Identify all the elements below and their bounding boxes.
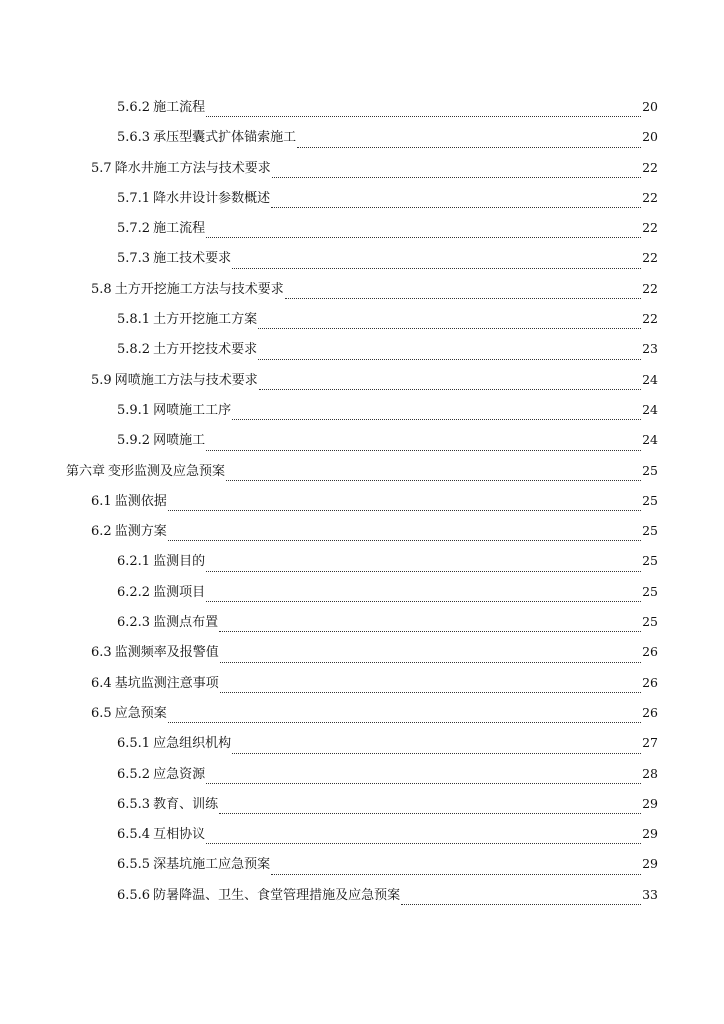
toc-entry-page-number: 22: [642, 280, 658, 296]
toc-entry-number: 5.9.2: [117, 433, 151, 449]
toc-dot-leader: [271, 873, 641, 875]
toc-dot-leader: [232, 752, 641, 754]
toc-entry-number: 5.7.2: [117, 221, 151, 237]
toc-entry-title: 基坑监测注意事项: [114, 675, 219, 691]
toc-entry-number: 6.5.4: [117, 827, 151, 843]
toc-entry-number: 5.7: [91, 160, 112, 176]
toc-entry: [0, 278, 724, 308]
toc-entry-page-number: 28: [642, 765, 658, 781]
toc-entry-number: 5.7.3: [117, 251, 151, 267]
toc-entry: [0, 490, 724, 520]
toc-entry: [0, 308, 724, 338]
toc-entry-number: 6.2: [91, 524, 112, 540]
toc-entry-number: 第六章: [66, 463, 106, 479]
toc-entry-number: 6.5: [91, 705, 112, 721]
toc-entry-title: 监测项目: [153, 584, 206, 600]
toc-entry: [0, 460, 724, 490]
toc-dot-leader: [206, 236, 641, 238]
toc-entry-number: 6.3: [91, 645, 112, 661]
toc-entry: [0, 732, 724, 762]
toc-entry-number: 6.2.2: [117, 584, 151, 600]
toc-dot-leader: [232, 267, 641, 269]
toc-entry-title: 承压型囊式扩体锚索施工: [153, 130, 297, 146]
toc-dot-leader: [258, 358, 641, 360]
toc-entry-page-number: 25: [642, 462, 658, 478]
toc-entry-page-number: 26: [642, 704, 658, 720]
toc-dot-leader: [220, 661, 641, 663]
toc-entry: [0, 763, 724, 793]
toc-dot-leader: [259, 388, 641, 390]
toc-entry-page-number: 24: [642, 371, 658, 387]
toc-entry-page-number: 29: [642, 795, 658, 811]
toc-entry: [0, 217, 724, 247]
toc-entry-number: 5.8.1: [117, 312, 151, 328]
toc-dot-leader: [206, 842, 641, 844]
toc-entry-title: 应急预案: [114, 705, 167, 721]
toc-entry: [0, 672, 724, 702]
toc-entry-title: 监测目的: [153, 554, 206, 570]
toc-entry-number: 5.9: [91, 372, 112, 388]
toc-entry: [0, 853, 724, 883]
toc-entry: [0, 581, 724, 611]
toc-entry: [0, 641, 724, 671]
toc-entry-title: 应急资源: [153, 766, 206, 782]
toc-entry-page-number: 20: [642, 99, 658, 114]
toc-entry: [0, 399, 724, 429]
toc-entry-number: 5.6.3: [117, 130, 151, 146]
toc-entry-title: 网喷施工工序: [153, 402, 232, 418]
toc-entry-page-number: 23: [642, 341, 658, 357]
toc-entry-number: 5.8.2: [117, 342, 151, 358]
toc-dot-leader: [232, 418, 641, 420]
toc-dot-leader: [206, 115, 641, 117]
toc-entry-number: 6.5.2: [117, 766, 151, 782]
toc-entry-page-number: 25: [642, 553, 658, 569]
toc-entry-page-number: 24: [642, 401, 658, 417]
toc-entry: [0, 429, 724, 459]
toc-entry-page-number: 29: [642, 856, 658, 872]
toc-entry-number: 6.5.1: [117, 736, 151, 752]
toc-entry-page-number: 27: [642, 735, 658, 751]
toc-entry-title: 网喷施工方法与技术要求: [114, 372, 258, 388]
toc-entry-title: 监测点布置: [153, 615, 219, 631]
toc-entry: [0, 157, 724, 187]
toc-entry-page-number: 20: [642, 129, 658, 145]
toc-dot-leader: [219, 812, 641, 814]
toc-entry-title: 施工技术要求: [153, 251, 232, 267]
toc-entry-title: 土方开挖施工方案: [153, 312, 258, 328]
toc-entry-title: 施工流程: [153, 100, 206, 115]
toc-entry-number: 6.1: [91, 493, 112, 509]
toc-entry: [0, 338, 724, 368]
toc-entry-title: 土方开挖施工方法与技术要求: [114, 281, 284, 297]
toc-entry-title: 深基坑施工应急预案: [153, 857, 271, 873]
toc-entry: [0, 702, 724, 732]
toc-entry: [0, 823, 724, 853]
toc-entry-page-number: 25: [642, 614, 658, 630]
toc-entry: [0, 369, 724, 399]
toc-entry-number: 5.6.2: [117, 100, 151, 115]
toc-entry: [0, 550, 724, 580]
toc-entry-number: 6.5.6: [117, 887, 151, 903]
toc-entry-title: 施工流程: [153, 221, 206, 237]
toc-entry-title: 互相协议: [153, 827, 206, 843]
toc-entry: [0, 96, 724, 126]
toc-entry: [0, 247, 724, 277]
toc-entry-title: 降水井施工方法与技术要求: [114, 160, 271, 176]
toc-dot-leader: [220, 691, 641, 693]
toc-entry-number: 6.2.1: [117, 554, 151, 570]
toc-entry-page-number: 25: [642, 583, 658, 599]
toc-dot-leader: [219, 630, 641, 632]
toc-entry-title: 教育、训练: [153, 796, 219, 812]
toc-dot-leader: [168, 539, 641, 541]
toc-entry: [0, 611, 724, 641]
toc-entry-title: 土方开挖技术要求: [153, 342, 258, 358]
toc-entry-title: 防暑降温、卫生、食堂管理措施及应急预案: [153, 887, 401, 903]
toc-entry-page-number: 22: [642, 220, 658, 236]
toc-entry-page-number: 25: [642, 523, 658, 539]
toc-entry-number: 6.5.3: [117, 796, 151, 812]
toc-dot-leader: [206, 782, 641, 784]
toc-entry-title: 监测依据: [114, 493, 167, 509]
toc-entry-title: 变形监测及应急预案: [108, 463, 226, 479]
toc-entry-number: 5.7.1: [117, 190, 151, 206]
toc-entry: [0, 793, 724, 823]
toc-entry-page-number: 29: [642, 826, 658, 842]
toc-entry-title: 监测频率及报警值: [114, 645, 219, 661]
toc-entry-page-number: 22: [642, 311, 658, 327]
toc-dot-leader: [258, 327, 641, 329]
toc-dot-leader: [226, 479, 641, 481]
toc-dot-leader: [168, 509, 641, 511]
toc-entry: [0, 187, 724, 217]
toc-dot-leader: [206, 600, 641, 602]
toc-dot-leader: [206, 570, 641, 572]
toc-entry-number: 6.4: [91, 675, 112, 691]
toc-entry: [0, 520, 724, 550]
toc-dot-leader: [168, 721, 641, 723]
toc-entry-page-number: 26: [642, 674, 658, 690]
toc-entry-page-number: 33: [642, 886, 658, 902]
toc-entry-page-number: 24: [642, 432, 658, 448]
toc-entry-number: 5.9.1: [117, 402, 151, 418]
toc-entry: [0, 126, 724, 156]
toc-dot-leader: [271, 206, 641, 208]
toc-dot-leader: [285, 297, 641, 299]
toc-entry-page-number: 22: [642, 189, 658, 205]
toc-dot-leader: [401, 903, 641, 905]
toc-entry-number: 6.5.5: [117, 857, 151, 873]
toc-dot-leader: [297, 146, 641, 148]
toc-entry-page-number: 25: [642, 492, 658, 508]
toc-entry-title: 降水井设计参数概述: [153, 190, 271, 206]
toc-entry: [0, 884, 724, 914]
toc-entry-page-number: 22: [642, 159, 658, 175]
toc-entry-title: 监测方案: [114, 524, 167, 540]
toc-entry-title: 应急组织机构: [153, 736, 232, 752]
toc-entry-number: 6.2.3: [117, 615, 151, 631]
toc-dot-leader: [272, 176, 641, 178]
toc-entry-number: 5.8: [91, 281, 112, 297]
toc-entry-title: 网喷施工: [153, 433, 206, 449]
toc-entry-page-number: 26: [642, 644, 658, 660]
toc-entry-page-number: 22: [642, 250, 658, 266]
toc-dot-leader: [206, 449, 641, 451]
table-of-contents: [0, 96, 724, 914]
